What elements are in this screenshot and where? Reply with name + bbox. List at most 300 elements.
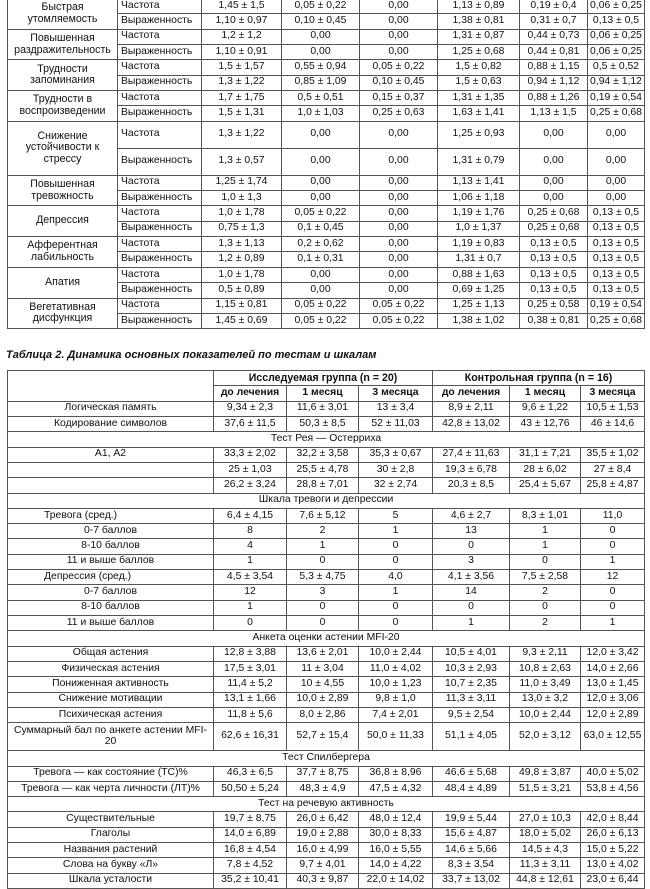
value-cell: 1,19 ± 1,76 <box>438 206 520 221</box>
value-cell: 5 <box>359 508 433 523</box>
value-cell: 4,5 ± 3,54 <box>214 570 287 585</box>
value-cell: 51,1 ± 4,05 <box>433 723 510 751</box>
metric-label: Выраженность <box>118 313 202 328</box>
value-cell: 0 <box>581 585 645 600</box>
table-row <box>8 843 645 858</box>
value-cell: 28,8 ± 7,01 <box>287 478 359 493</box>
metric-label: Выраженность <box>118 221 202 236</box>
value-cell: 2 <box>287 524 359 539</box>
row-label: 11 и выше баллов <box>8 616 214 631</box>
value-cell: 8,3 ± 3,54 <box>433 858 510 873</box>
value-cell: 1,13 ± 1,41 <box>438 175 520 190</box>
value-cell: 14 <box>433 585 510 600</box>
metric-label: Частота <box>118 267 202 282</box>
symptoms-table <box>7 0 645 329</box>
value-cell: 11,0 <box>581 508 645 523</box>
value-cell: 0,69 ± 1,25 <box>438 283 520 298</box>
dynamics-table-body <box>8 371 645 889</box>
value-cell: 1,10 ± 0,91 <box>202 45 282 60</box>
value-cell: 0,00 <box>588 191 645 206</box>
value-cell: 4,0 <box>359 570 433 585</box>
value-cell: 0,05 ± 0,22 <box>282 298 360 313</box>
table-2-caption: Таблица 2. Динамика основных показателей по тестам и шкалам <box>6 349 377 361</box>
value-cell: 0,06 ± 0,25 <box>588 0 645 14</box>
row-label: Логическая память <box>8 401 214 416</box>
value-cell: 33,3 ± 2,02 <box>214 447 287 462</box>
value-cell: 5,3 ± 4,75 <box>287 570 359 585</box>
value-cell: 0,00 <box>282 267 360 282</box>
value-cell: 0,94 ± 1,12 <box>520 75 588 90</box>
row-label: Физическая астения <box>8 661 214 676</box>
value-cell: 1,3 ± 1,22 <box>202 121 282 148</box>
section-title: Тест на речевую активность <box>8 797 645 812</box>
value-cell: 0,00 <box>520 175 588 190</box>
value-cell: 1 <box>359 585 433 600</box>
metric-label: Выраженность <box>118 191 202 206</box>
section-row <box>8 432 645 447</box>
value-cell: 30,0 ± 8,33 <box>359 827 433 842</box>
value-cell: 1,5 ± 1,31 <box>202 106 282 121</box>
value-cell: 7,6 ± 5,12 <box>287 508 359 523</box>
corner-cell <box>8 371 214 402</box>
value-cell: 1,25 ± 0,93 <box>438 121 520 148</box>
metric-label: Частота <box>118 175 202 190</box>
table-row <box>8 554 645 569</box>
value-cell: 46 ± 14,6 <box>581 416 645 431</box>
value-cell: 1,5 ± 0,82 <box>438 60 520 75</box>
value-cell: 0,88 ± 1,15 <box>520 60 588 75</box>
section-row <box>8 751 645 766</box>
value-cell: 1,2 ± 0,89 <box>202 252 282 267</box>
value-cell: 1,31 ± 0,87 <box>438 29 520 44</box>
value-cell: 1,5 ± 1,57 <box>202 60 282 75</box>
value-cell: 0 <box>287 616 359 631</box>
value-cell: 42,0 ± 8,44 <box>581 812 645 827</box>
value-cell: 1,3 ± 0,57 <box>202 148 282 175</box>
value-cell: 18,0 ± 5,02 <box>510 827 581 842</box>
value-cell: 52 ± 11,03 <box>359 416 433 431</box>
period-header: 1 месяц <box>287 386 359 401</box>
value-cell: 0,06 ± 0,25 <box>588 45 645 60</box>
value-cell: 11,0 ± 4,02 <box>359 661 433 676</box>
value-cell: 0,00 <box>360 237 438 252</box>
group-header: Исследуемая группа (n = 20) <box>214 371 433 386</box>
value-cell: 42,8 ± 13,02 <box>433 416 510 431</box>
period-header: 3 месяца <box>359 386 433 401</box>
table-row <box>8 858 645 873</box>
symptom-label: Снижение устойчивости к стрессу <box>8 121 118 175</box>
row-label: Тревога — как состояние (ТС)% <box>8 766 214 781</box>
value-cell: 1,38 ± 1,02 <box>438 313 520 328</box>
period-header: до лечения <box>214 386 287 401</box>
table-row <box>8 401 645 416</box>
value-cell: 1,0 ± 1,3 <box>202 191 282 206</box>
value-cell: 0,00 <box>360 283 438 298</box>
value-cell: 19,9 ± 5,44 <box>433 812 510 827</box>
value-cell: 10,5 ± 1,53 <box>581 401 645 416</box>
value-cell: 25 ± 1,03 <box>214 462 287 477</box>
value-cell: 0,13 ± 0,5 <box>520 237 588 252</box>
value-cell: 25,8 ± 4,87 <box>581 478 645 493</box>
value-cell: 1,7 ± 1,75 <box>202 91 282 106</box>
value-cell: 26,0 ± 6,13 <box>581 827 645 842</box>
value-cell: 0,00 <box>360 14 438 29</box>
table-row <box>8 478 645 493</box>
value-cell: 1 <box>581 554 645 569</box>
value-cell: 0,00 <box>360 29 438 44</box>
table-row <box>8 508 645 523</box>
value-cell: 0 <box>510 554 581 569</box>
value-cell: 0,5 ± 0,52 <box>588 60 645 75</box>
value-cell: 7,4 ± 2,01 <box>359 707 433 722</box>
value-cell: 0,13 ± 0,5 <box>520 283 588 298</box>
value-cell: 14,0 ± 4,22 <box>359 858 433 873</box>
value-cell: 0,94 ± 1,12 <box>588 75 645 90</box>
value-cell: 0,05 ± 0,22 <box>282 0 360 14</box>
value-cell: 1 <box>214 600 287 615</box>
value-cell: 0,05 ± 0,22 <box>360 313 438 328</box>
value-cell: 12 <box>581 570 645 585</box>
value-cell: 26,2 ± 3,24 <box>214 478 287 493</box>
value-cell: 0,31 ± 0,7 <box>520 14 588 29</box>
value-cell: 2 <box>510 616 581 631</box>
value-cell: 13,0 ± 4,02 <box>581 858 645 873</box>
metric-label: Частота <box>118 237 202 252</box>
value-cell: 1,3 ± 1,22 <box>202 75 282 90</box>
value-cell: 50,3 ± 8,5 <box>287 416 359 431</box>
value-cell: 27 ± 8,4 <box>581 462 645 477</box>
symptom-label: Депрессия <box>8 206 118 237</box>
value-cell: 4 <box>214 539 287 554</box>
value-cell: 4,6 ± 2,7 <box>433 508 510 523</box>
value-cell: 48,3 ± 4,9 <box>287 781 359 796</box>
value-cell: 10,0 ± 2,44 <box>359 646 433 661</box>
value-cell: 11,6 ± 3,01 <box>287 401 359 416</box>
value-cell: 50,50 ± 5,24 <box>214 781 287 796</box>
row-label: Существительные <box>8 812 214 827</box>
value-cell: 1,06 ± 1,18 <box>438 191 520 206</box>
value-cell: 12 <box>214 585 287 600</box>
value-cell: 14,0 ± 2,66 <box>581 661 645 676</box>
table-row <box>8 447 645 462</box>
row-label: Психическая астения <box>8 707 214 722</box>
value-cell: 1,45 ± 0,69 <box>202 313 282 328</box>
value-cell: 12,0 ± 3,42 <box>581 646 645 661</box>
value-cell: 0,00 <box>282 148 360 175</box>
table-row <box>8 812 645 827</box>
value-cell: 0 <box>359 554 433 569</box>
row-label: Названия растений <box>8 843 214 858</box>
table-row <box>8 121 645 148</box>
value-cell: 0,00 <box>360 148 438 175</box>
value-cell: 0,88 ± 1,26 <box>520 91 588 106</box>
value-cell: 0,00 <box>282 121 360 148</box>
value-cell: 0 <box>287 554 359 569</box>
value-cell: 9,5 ± 2,54 <box>433 707 510 722</box>
value-cell: 35,5 ± 1,02 <box>581 447 645 462</box>
value-cell: 19,0 ± 2,88 <box>287 827 359 842</box>
section-title: Тест Рея — Остерриха <box>8 432 645 447</box>
value-cell: 0 <box>214 616 287 631</box>
value-cell: 3 <box>287 585 359 600</box>
value-cell: 0,1 ± 0,45 <box>282 221 360 236</box>
value-cell: 0,55 ± 0,94 <box>282 60 360 75</box>
table-row <box>8 0 645 14</box>
value-cell: 0,25 ± 0,58 <box>520 298 588 313</box>
value-cell: 1,13 ± 1,5 <box>520 106 588 121</box>
value-cell: 1,25 ± 0,68 <box>438 45 520 60</box>
value-cell: 10 ± 4,55 <box>287 677 359 692</box>
period-header: до лечения <box>433 386 510 401</box>
table-row <box>8 91 645 106</box>
value-cell: 10,0 ± 1,23 <box>359 677 433 692</box>
value-cell: 1,31 ± 1,35 <box>438 91 520 106</box>
value-cell: 52,7 ± 15,4 <box>287 723 359 751</box>
value-cell: 0 <box>581 539 645 554</box>
value-cell: 1 <box>510 539 581 554</box>
value-cell: 37,6 ± 11,5 <box>214 416 287 431</box>
table-row <box>8 661 645 676</box>
metric-label: Выраженность <box>118 252 202 267</box>
value-cell: 0,1 ± 0,31 <box>282 252 360 267</box>
value-cell: 0,25 ± 0,68 <box>588 106 645 121</box>
value-cell: 14,6 ± 5,66 <box>433 843 510 858</box>
table-row <box>8 723 645 751</box>
value-cell: 1,38 ± 0,81 <box>438 14 520 29</box>
value-cell: 51,5 ± 3,21 <box>510 781 581 796</box>
value-cell: 0,19 ± 0,54 <box>588 91 645 106</box>
value-cell: 1,5 ± 0,63 <box>438 75 520 90</box>
table-row <box>8 766 645 781</box>
row-label: Тревога (сред.) <box>8 508 214 523</box>
value-cell: 10,0 ± 2,89 <box>287 692 359 707</box>
value-cell: 0,19 ± 0,54 <box>588 298 645 313</box>
row-label: 0-7 баллов <box>8 524 214 539</box>
value-cell: 1,63 ± 1,41 <box>438 106 520 121</box>
value-cell: 1,19 ± 0,83 <box>438 237 520 252</box>
value-cell: 1,45 ± 1,5 <box>202 0 282 14</box>
symptom-label: Афферентная лабильность <box>8 237 118 268</box>
value-cell: 0,00 <box>360 121 438 148</box>
value-cell: 0 <box>581 524 645 539</box>
value-cell: 0,5 ± 0,89 <box>202 283 282 298</box>
value-cell: 12,0 ± 2,89 <box>581 707 645 722</box>
symptom-label: Апатия <box>8 267 118 298</box>
value-cell: 0,00 <box>360 175 438 190</box>
value-cell: 0 <box>359 539 433 554</box>
value-cell: 3 <box>433 554 510 569</box>
value-cell: 46,3 ± 6,5 <box>214 766 287 781</box>
value-cell: 9,7 ± 4,01 <box>287 858 359 873</box>
metric-label: Частота <box>118 206 202 221</box>
value-cell: 13,6 ± 2,01 <box>287 646 359 661</box>
value-cell: 6,4 ± 4,15 <box>214 508 287 523</box>
value-cell: 23,0 ± 6,44 <box>581 873 645 888</box>
value-cell: 9,6 ± 1,22 <box>510 401 581 416</box>
value-cell: 0,13 ± 0,5 <box>588 206 645 221</box>
table-row <box>8 707 645 722</box>
value-cell: 11,3 ± 3,11 <box>433 692 510 707</box>
value-cell: 14,0 ± 6,89 <box>214 827 287 842</box>
value-cell: 0 <box>433 600 510 615</box>
value-cell: 0,00 <box>282 45 360 60</box>
symptoms-table-body <box>8 0 645 329</box>
metric-label: Частота <box>118 121 202 148</box>
symptom-label: Повышенная раздражительность <box>8 29 118 60</box>
row-label <box>8 462 214 477</box>
value-cell: 9,3 ± 2,11 <box>510 646 581 661</box>
value-cell: 48,4 ± 4,89 <box>433 781 510 796</box>
value-cell: 10,0 ± 2,44 <box>510 707 581 722</box>
value-cell: 22,0 ± 14,02 <box>359 873 433 888</box>
value-cell: 11,0 ± 3,49 <box>510 677 581 692</box>
value-cell: 0,85 ± 1,09 <box>282 75 360 90</box>
value-cell: 0 <box>287 600 359 615</box>
value-cell: 0,00 <box>360 221 438 236</box>
value-cell: 8,0 ± 2,86 <box>287 707 359 722</box>
row-label: А1, А2 <box>8 447 214 462</box>
value-cell: 0 <box>581 600 645 615</box>
value-cell: 7,8 ± 4,52 <box>214 858 287 873</box>
value-cell: 1,0 ± 1,78 <box>202 267 282 282</box>
value-cell: 1,10 ± 0,97 <box>202 14 282 29</box>
value-cell: 0,44 ± 0,73 <box>520 29 588 44</box>
symptom-label: Трудности запоминания <box>8 60 118 91</box>
value-cell: 0 <box>359 600 433 615</box>
value-cell: 0,25 ± 0,68 <box>588 313 645 328</box>
value-cell: 8,3 ± 1,01 <box>510 508 581 523</box>
row-label: Пониженная активность <box>8 677 214 692</box>
value-cell: 0,00 <box>360 191 438 206</box>
row-label: Суммарный бал по анкете астении MFI-20 <box>8 723 214 751</box>
value-cell: 0,00 <box>520 121 588 148</box>
value-cell: 0,15 ± 0,37 <box>360 91 438 106</box>
value-cell: 46,6 ± 5,68 <box>433 766 510 781</box>
value-cell: 26,0 ± 6,42 <box>287 812 359 827</box>
table-row <box>8 600 645 615</box>
value-cell: 1 <box>287 539 359 554</box>
metric-label: Частота <box>118 91 202 106</box>
value-cell: 0,00 <box>282 175 360 190</box>
symptom-label: Трудности в воспроизведении <box>8 91 118 122</box>
metric-label: Частота <box>118 0 202 14</box>
section-row <box>8 631 645 646</box>
period-header: 1 месяц <box>510 386 581 401</box>
value-cell: 1 <box>510 524 581 539</box>
row-label <box>8 478 214 493</box>
value-cell: 63,0 ± 12,55 <box>581 723 645 751</box>
value-cell: 8,9 ± 2,11 <box>433 401 510 416</box>
symptom-label: Быстрая утомляемость <box>8 0 118 29</box>
value-cell: 0,25 ± 0,63 <box>360 106 438 121</box>
period-header: 3 месяца <box>581 386 645 401</box>
metric-label: Частота <box>118 60 202 75</box>
value-cell: 0,00 <box>360 267 438 282</box>
row-label: 11 и выше баллов <box>8 554 214 569</box>
table-row <box>8 416 645 431</box>
value-cell: 1,13 ± 0,89 <box>438 0 520 14</box>
value-cell: 40,0 ± 5,02 <box>581 766 645 781</box>
value-cell: 0,13 ± 0,5 <box>588 221 645 236</box>
row-label: Тревога — как черта личности (ЛТ)% <box>8 781 214 796</box>
value-cell: 11,3 ± 3,11 <box>510 858 581 873</box>
section-row <box>8 797 645 812</box>
symptom-label: Вегетативная дисфункция <box>8 298 118 329</box>
value-cell: 1,3 ± 1,13 <box>202 237 282 252</box>
value-cell: 0,00 <box>360 0 438 14</box>
value-cell: 11,8 ± 5,6 <box>214 707 287 722</box>
value-cell: 0,2 ± 0,62 <box>282 237 360 252</box>
value-cell: 13 <box>433 524 510 539</box>
table-row <box>8 267 645 282</box>
value-cell: 35,3 ± 0,67 <box>359 447 433 462</box>
value-cell: 44,8 ± 12,61 <box>510 873 581 888</box>
value-cell: 1,25 ± 1,13 <box>438 298 520 313</box>
table-row <box>8 462 645 477</box>
value-cell: 32,2 ± 3,58 <box>287 447 359 462</box>
row-label: 0-7 баллов <box>8 585 214 600</box>
value-cell: 25,5 ± 4,78 <box>287 462 359 477</box>
section-title: Анкета оценки астении MFI-20 <box>8 631 645 646</box>
table-row <box>8 206 645 221</box>
value-cell: 13,0 ± 1,45 <box>581 677 645 692</box>
value-cell: 14,5 ± 4,3 <box>510 843 581 858</box>
value-cell: 1 <box>433 616 510 631</box>
value-cell: 25,4 ± 5,67 <box>510 478 581 493</box>
value-cell: 1,2 ± 1,2 <box>202 29 282 44</box>
metric-label: Выраженность <box>118 106 202 121</box>
value-cell: 0,75 ± 1,3 <box>202 221 282 236</box>
value-cell: 10,3 ± 2,93 <box>433 661 510 676</box>
value-cell: 0,13 ± 0,5 <box>588 267 645 282</box>
value-cell: 0,00 <box>282 191 360 206</box>
table-row <box>8 585 645 600</box>
value-cell: 49,8 ± 3,87 <box>510 766 581 781</box>
value-cell: 12,8 ± 3,88 <box>214 646 287 661</box>
value-cell: 13,1 ± 1,66 <box>214 692 287 707</box>
value-cell: 16,0 ± 5,55 <box>359 843 433 858</box>
table-row <box>8 298 645 313</box>
section-row <box>8 493 645 508</box>
value-cell: 0,00 <box>360 45 438 60</box>
value-cell: 0 <box>433 539 510 554</box>
value-cell: 0,06 ± 0,25 <box>588 29 645 44</box>
value-cell: 2 <box>510 585 581 600</box>
value-cell: 0,00 <box>360 252 438 267</box>
metric-label: Выраженность <box>118 148 202 175</box>
dynamics-table <box>7 370 645 889</box>
value-cell: 0,19 ± 0,4 <box>520 0 588 14</box>
row-label: 8-10 баллов <box>8 539 214 554</box>
value-cell: 1,31 ± 0,7 <box>438 252 520 267</box>
group-header-row <box>8 371 645 386</box>
value-cell: 1,15 ± 0,81 <box>202 298 282 313</box>
value-cell: 0,05 ± 0,22 <box>282 206 360 221</box>
value-cell: 0,00 <box>588 121 645 148</box>
table-row <box>8 29 645 44</box>
value-cell: 0,10 ± 0,45 <box>282 14 360 29</box>
value-cell: 35,2 ± 10,41 <box>214 873 287 888</box>
value-cell: 0,00 <box>588 148 645 175</box>
value-cell: 0,05 ± 0,22 <box>282 313 360 328</box>
table-row <box>8 827 645 842</box>
value-cell: 9,8 ± 1,0 <box>359 692 433 707</box>
table-row <box>8 524 645 539</box>
row-label: Снижение мотивации <box>8 692 214 707</box>
value-cell: 47,5 ± 4,32 <box>359 781 433 796</box>
value-cell: 33,7 ± 13,02 <box>433 873 510 888</box>
value-cell: 15,6 ± 4,87 <box>433 827 510 842</box>
